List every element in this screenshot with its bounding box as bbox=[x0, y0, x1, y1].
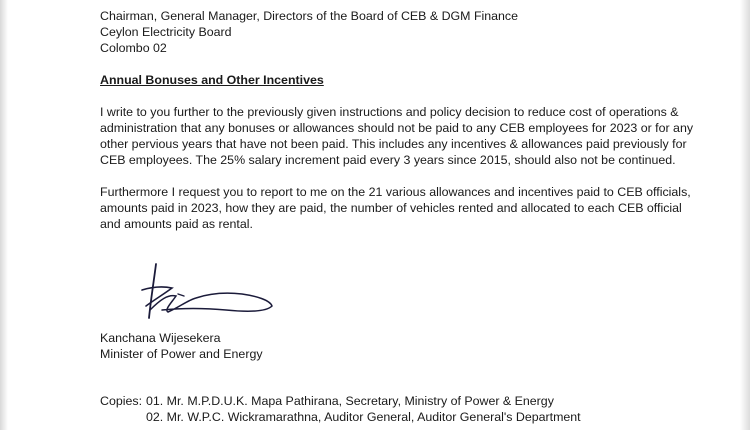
signatory-title: Minister of Power and Energy bbox=[100, 347, 263, 361]
recipient-line-3: Colombo 02 bbox=[100, 41, 167, 55]
signatory-name: Kanchana Wijesekera bbox=[100, 331, 221, 345]
paragraph-1-line: I write to you further to the previously given instructions and policy decision to reduce cost of operations & bbox=[100, 105, 679, 119]
paragraph-2-line: Furthermore I request you to report to me on the 21 various allowances and incentives paid to CEB officials, bbox=[100, 185, 691, 199]
copy-recipient-item: 02. Mr. W.P.C. Wickramarathna, Auditor General, Auditor General's Department bbox=[146, 410, 581, 424]
recipient-line-2: Ceylon Electricity Board bbox=[100, 25, 232, 39]
page-right-edge-shadow bbox=[740, 0, 750, 430]
paragraph-1-line: administration that any bonuses or allowances should not be paid to any CEB employees for 2023 or for any bbox=[100, 121, 694, 135]
paragraph-1 bbox=[100, 104, 720, 168]
letter-subject: Annual Bonuses and Other Incentives bbox=[100, 73, 324, 87]
paragraph-1-line: other pervious years that have not been paid. This includes any incentives & allowances paid previously for bbox=[100, 137, 687, 151]
paragraph-2-line: and amounts paid as rental. bbox=[100, 217, 253, 231]
paragraph-2-line: amounts paid in 2023, how they are paid, the number of vehicles rented and allocated to each CEB official bbox=[100, 201, 682, 215]
handwritten-signature bbox=[138, 260, 278, 328]
copy-recipient-item: 01. Mr. M.P.D.U.K. Mapa Pathirana, Secretary, Ministry of Power & Energy bbox=[146, 394, 554, 408]
paragraph-1-line: CEB employees. The 25% salary increment paid every 3 years since 2015, should also not be continued. bbox=[100, 153, 676, 167]
page-left-edge-shadow bbox=[0, 0, 8, 430]
copies-label: Copies: bbox=[100, 394, 143, 408]
recipient-line-1: Chairman, General Manager, Directors of the Board of CEB & DGM Finance bbox=[100, 9, 519, 23]
paragraph-2 bbox=[100, 184, 720, 232]
